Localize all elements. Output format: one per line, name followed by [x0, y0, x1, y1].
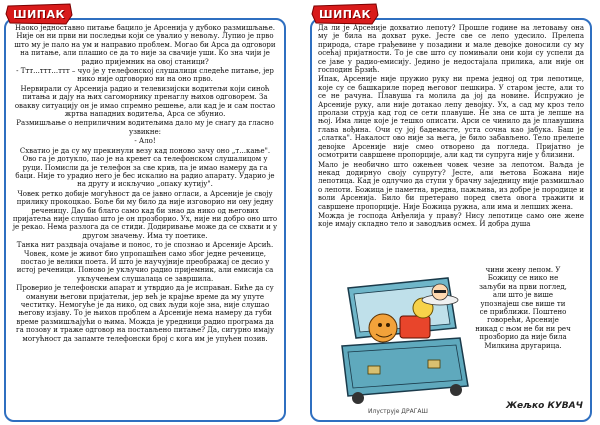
text-line: заљуби на први поглед, [479, 282, 567, 291]
author-signature: Жељко КУВАЧ [506, 401, 583, 411]
text-line: се приближи. Поштено [479, 308, 567, 317]
text-line: чини жену лепом. У [485, 266, 561, 274]
suitcase-illustration [328, 268, 478, 408]
logo-text: ШИПАК [318, 7, 371, 21]
magazine-logo [4, 3, 74, 25]
text-line: али што је више [492, 291, 554, 300]
paragraph: Нервирали су Арсенија радио и телевизијски водитељи који синоћ питања и дају на њих сагоморнику пренаглу њихов одговорем. За овакву ситуацију он је имао спремно решење, али кад је и сам постао жртва нападних водитеља, Арса се збунио. [14, 84, 276, 119]
illustration-credit: Илуструје ДРАГАШ [368, 408, 428, 415]
paragraph: Танка нит раздваја очајање и понос, то је спознао и Арсеније Арсић. Човек, коме је живот био упропашћен само због једне реченице, постао је велики поета. И што је научујније преображај се десио у истој реченици. Поново је укључио радио пријемник, али емисија са укључењем слушалаца се завршила. [16, 241, 274, 283]
text-line: Божицу се нико не [487, 274, 559, 283]
right-page [306, 0, 596, 425]
magazine-logo [310, 3, 380, 25]
paragraph: Ипак, Арсеније није пружио руку ни према једној од три лепотице, које су се башкариле поред његовог пешкира. У старом јесте, али то се не рачуна. Плавуша га молила да јој да новине. Испружио је Арсеније руку, али није дотакао лепу девојку. Ух, а сад му кроз тело пролази струја кад год се сети плавуше. Не зна се шта је лепше на њој. Има лице које је тешко описати. Арси се чинило да је плавушина глава вођина. Очи су јој бадемасте, уста сочна као јабука. Баш је „слатка". Накалост ово није за њега, је било забављено. Тело прелепе девојке Арсеније није смео отворено да погледа. Пријатно је осмотрити савршене пропорције, али кад ти супруга није у близини. [318, 75, 584, 160]
left-article-text [12, 24, 278, 344]
logo-text: ШИПАК [12, 7, 65, 21]
text-line: прозборио да није била [479, 333, 567, 342]
right-article-text [318, 24, 584, 230]
paragraph: - Ттт...ттт...ттт – чуо је у телефонској слушалици следеће питање, јер нико није одговорио ни на оно прво. [16, 67, 274, 84]
left-page [0, 0, 290, 425]
text-line: упознајеш све више ти [480, 299, 566, 308]
right-article-tail [464, 266, 582, 350]
paragraph: Мало је необично што ожењен човек чезне за лепотом. Ваљда је некад додирнуо своју супругу? Јесте, али њетова Божана није лепотица. Кад је одлучио да ступи у брачну заједницу није размишљао о лепоти. Божица је паметна, вредна, пажљива, из добре је породице и воли Арсенија. Било би претерано поред света овога тражити и савршене пропорције. Није Божица ружна, али има и лепших жена. [318, 160, 584, 211]
text-line: Милкина другарица. [484, 341, 562, 350]
text-line: никад с њом не би ни реч [475, 324, 571, 333]
text-line: говорећи, Арсеније [487, 316, 559, 325]
paragraph: Размишљање о неприличним водитељима дало му је снагу да гласно узвикне: [16, 119, 274, 136]
paragraph: Можда је господа Анђелија у праву? Нису лепотице само оне жене које имају складно тело и заводљив осмех. И добра душа [318, 211, 584, 229]
paragraph: Проверио је телефонски апарат и утврдио да је исправан. Биће да су омануни његови пријатељи, јер већ је крајње време да му упуте честитку. Немогуће је да нико, од свих људи које зна, није слушао његову изјаву. То је њихов проблем а Арсеније нема намеру да губи време размишљајући о њима. Можда је уредници радио програма да га позову и траже одговор на постављено питање? Да, сигурно имају могућност да запамте телефонски број с кога им је упућен позив. [15, 284, 275, 343]
paragraph: - Ало! [134, 137, 156, 146]
paragraph: Човек ретко добије могућност да се јавно огласи, а Арсеније је своју прилику прокоцкао. Боље би му било да није изговорио ни ону једну реченицу. Дао би благо само кад би знао да нико од његових пријатеља није слушао што је он прозборио. Ух, није ни добро оно што је рекао. Нема разлога да се стиди. Додиривање може да се схвати и у другом значењу. Има ту поетике. [12, 189, 278, 240]
paragraph: Схватио је да су му прекинули везу кад поново зачу оно „т...кање". Ово га је дотукло, пао је на кревет са телефонском слушалицом у руци. Помисли да је телефон за све крив, па је имао намеру да га баци. Није то урадио него је бес искалио на радио апарату. Ударио је на другу и искључио „опаку кутију". [15, 146, 275, 189]
paragraph: Да ли је Арсеније дохватио лепоту? Прошле године на летовању она му је била на дохват руке. Јесте све се лепо удесило. Прелепа природа, старе грађевине у позадини и мале девојке доносили су му осећај пријатности. То је све што су помињали они који су успели да се јаве у радио-емисију. Једино је недостајала прилика, али није он господин Брзић. [318, 24, 584, 75]
paragraph: Наоко једноставно питање бацило је Арсенија у дубоко размишљање. Није он ни први ни последњи који се увалио у невољу. Лупио је прво што му је пало на ум и направио проблем. Могао би Арса да одговори на питање, али плашио се да то није за свачије уши. Ко зна чији је радио пријемник на овој станици? [14, 24, 276, 66]
